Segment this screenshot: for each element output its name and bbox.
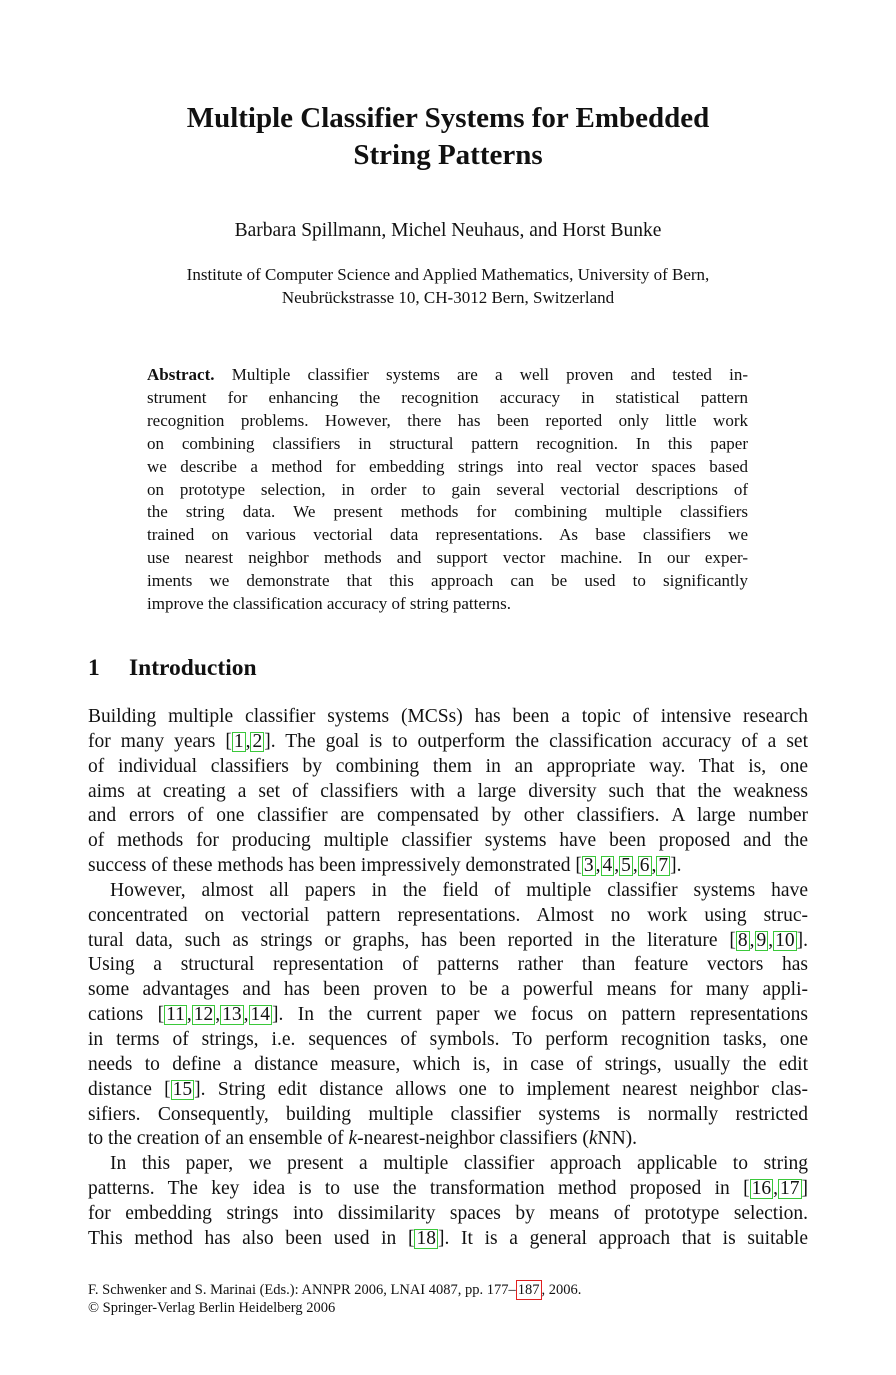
footer: [88, 1280, 808, 1317]
text-line: in terms of strings, i.e. sequences of symbols. To perform recognition tasks, one: [88, 1028, 808, 1050]
paragraph-1: [88, 705, 808, 879]
citation-link[interactable]: 16: [751, 1178, 772, 1200]
text-line: aims at creating a set of classifiers with a large diversity such that the weakness: [88, 780, 808, 802]
citation-link[interactable]: 9: [756, 929, 767, 951]
abstract-line: Abstract. Multiple classifier systems are a well proven and tested in-: [147, 365, 748, 384]
text-line: In this paper, we present a multiple classifier approach applicable to string: [110, 1153, 808, 1175]
title-line-1: Multiple Classifier Systems for Embedded: [186, 102, 710, 134]
text-line: success of these methods has been impressively demonstrated [ 3 , 4 , 5 , 6 , 7 ].: [88, 855, 682, 877]
abstract-line: strument for enhancing the recognition accuracy in statistical pattern: [147, 387, 748, 407]
abstract-line: the string data. We present methods for combining multiple classifiers: [147, 502, 748, 522]
citation-link[interactable]: 2: [252, 730, 263, 752]
text-line: of methods for producing multiple classifier systems have been proposed and the: [88, 830, 808, 852]
paragraph-3: [88, 1152, 808, 1251]
citation-link[interactable]: 6: [639, 855, 650, 877]
text-line: This method has also been used in [ 18 ]. It is a general approach that is suitable: [88, 1227, 808, 1249]
footer-line-2: © Springer-Verlag Berlin Heidelberg 2006: [88, 1300, 336, 1316]
citation-link[interactable]: 10: [775, 929, 795, 951]
abstract-line: iments we demonstrate that this approach can be used to significantly: [147, 571, 748, 591]
section-heading: [88, 653, 257, 683]
citation-link[interactable]: 8: [737, 929, 748, 951]
text-line: for embedding strings into dissimilarity spaces by means of prototype selection.: [88, 1202, 808, 1224]
citation-link[interactable]: 11: [166, 1004, 185, 1026]
abstract-line: on combining classifiers in structural pattern recognition. In this paper: [147, 433, 748, 453]
text-line: cations [ 11 , 12 , 13 , 14 ]. In the current paper we focus on pattern representations: [88, 1004, 808, 1026]
section-number: 1: [88, 655, 100, 681]
text-line: needs to define a distance measure, which is, in case of strings, usually the edit: [88, 1053, 808, 1075]
citation-link[interactable]: 15: [172, 1078, 193, 1100]
title-line-2: String Patterns: [353, 139, 543, 171]
citation-link[interactable]: 17: [780, 1178, 800, 1200]
citation-link[interactable]: 12: [193, 1004, 214, 1026]
paper-title: [88, 100, 808, 174]
affiliation-line-2: Neubrückstrasse 10, CH-3012 Bern, Switzerland: [281, 287, 615, 307]
abstract-line: improve the classification accuracy of string patterns.: [147, 594, 511, 614]
text-line: concentrated on vectorial pattern representations. Almost no work using struc-: [88, 904, 808, 926]
abstract-line: we describe a method for embedding strings into real vector spaces based: [147, 456, 748, 476]
abstract-line: on prototype selection, in order to gain several vectorial descriptions of: [147, 479, 748, 499]
citation-link[interactable]: 5: [621, 855, 631, 877]
paragraph-2: [88, 879, 808, 1152]
abstract-line: recognition problems. However, there has been reported only little work: [147, 410, 748, 430]
page-range-link[interactable]: 187: [517, 1282, 540, 1298]
citation-link[interactable]: 4: [602, 855, 613, 877]
authors: Barbara Spillmann, Michel Neuhaus, and Horst Bunke: [234, 220, 662, 241]
citation-link[interactable]: 7: [658, 855, 669, 877]
affiliation-line-1: Institute of Computer Science and Applied Mathematics, University of Bern,: [186, 265, 710, 284]
abstract-line: use nearest neighbor methods and support vector machine. In our exper-: [147, 548, 748, 568]
citation-link[interactable]: 18: [416, 1227, 436, 1249]
text-line: Using a structural representation of patterns rather than feature vectors has: [88, 954, 808, 976]
text-line: However, almost all papers in the field of multiple classifier systems have: [110, 879, 808, 901]
abstract-label: Abstract.: [147, 365, 215, 384]
abstract: [147, 364, 748, 616]
text-line: Building multiple classifier systems (MCSs) has been a topic of intensive research: [88, 706, 808, 727]
abstract-line: trained on various vectorial data representations. As base classifiers we: [147, 525, 748, 545]
affiliation: [88, 264, 808, 309]
text-line: to the creation of an ensemble of k-nearest-neighbor classifiers (kNN).: [88, 1128, 638, 1150]
text-line: distance [ 15 ]. String edit distance allows one to implement nearest neighbor clas-: [88, 1078, 809, 1100]
text-line: some advantages and has been proven to be a powerful means for many appli-: [88, 979, 808, 1001]
body-text: [88, 705, 808, 1252]
text-line: of individual classifiers by combining them in an appropriate way. That is, one: [88, 755, 808, 777]
footer-line-1: F. Schwenker and S. Marinai (Eds.): ANNPR 2006, LNAI 4087, pp. 177– 187 , 2006.: [88, 1282, 582, 1298]
citation-link[interactable]: 13: [222, 1004, 242, 1026]
text-line: patterns. The key idea is to use the transformation method proposed in [ 16 , 17 ]: [88, 1178, 808, 1200]
citation-link[interactable]: 1: [233, 730, 244, 752]
text-line: tural data, such as strings or graphs, has been reported in the literature [ 8 , 9 , 10 ].: [88, 929, 808, 951]
text-line: for many years [ 1 , 2 ]. The goal is to outperform the classification accuracy of a set: [88, 730, 808, 752]
text-line: sifiers. Consequently, building multiple classifier systems is normally restricted: [88, 1103, 808, 1125]
section-title: Introduction: [129, 655, 257, 681]
citation-link[interactable]: 14: [250, 1004, 271, 1026]
citation-link[interactable]: 3: [583, 855, 594, 877]
text-line: and errors of one classifier are compensated by other classifiers. A large number: [88, 805, 808, 827]
